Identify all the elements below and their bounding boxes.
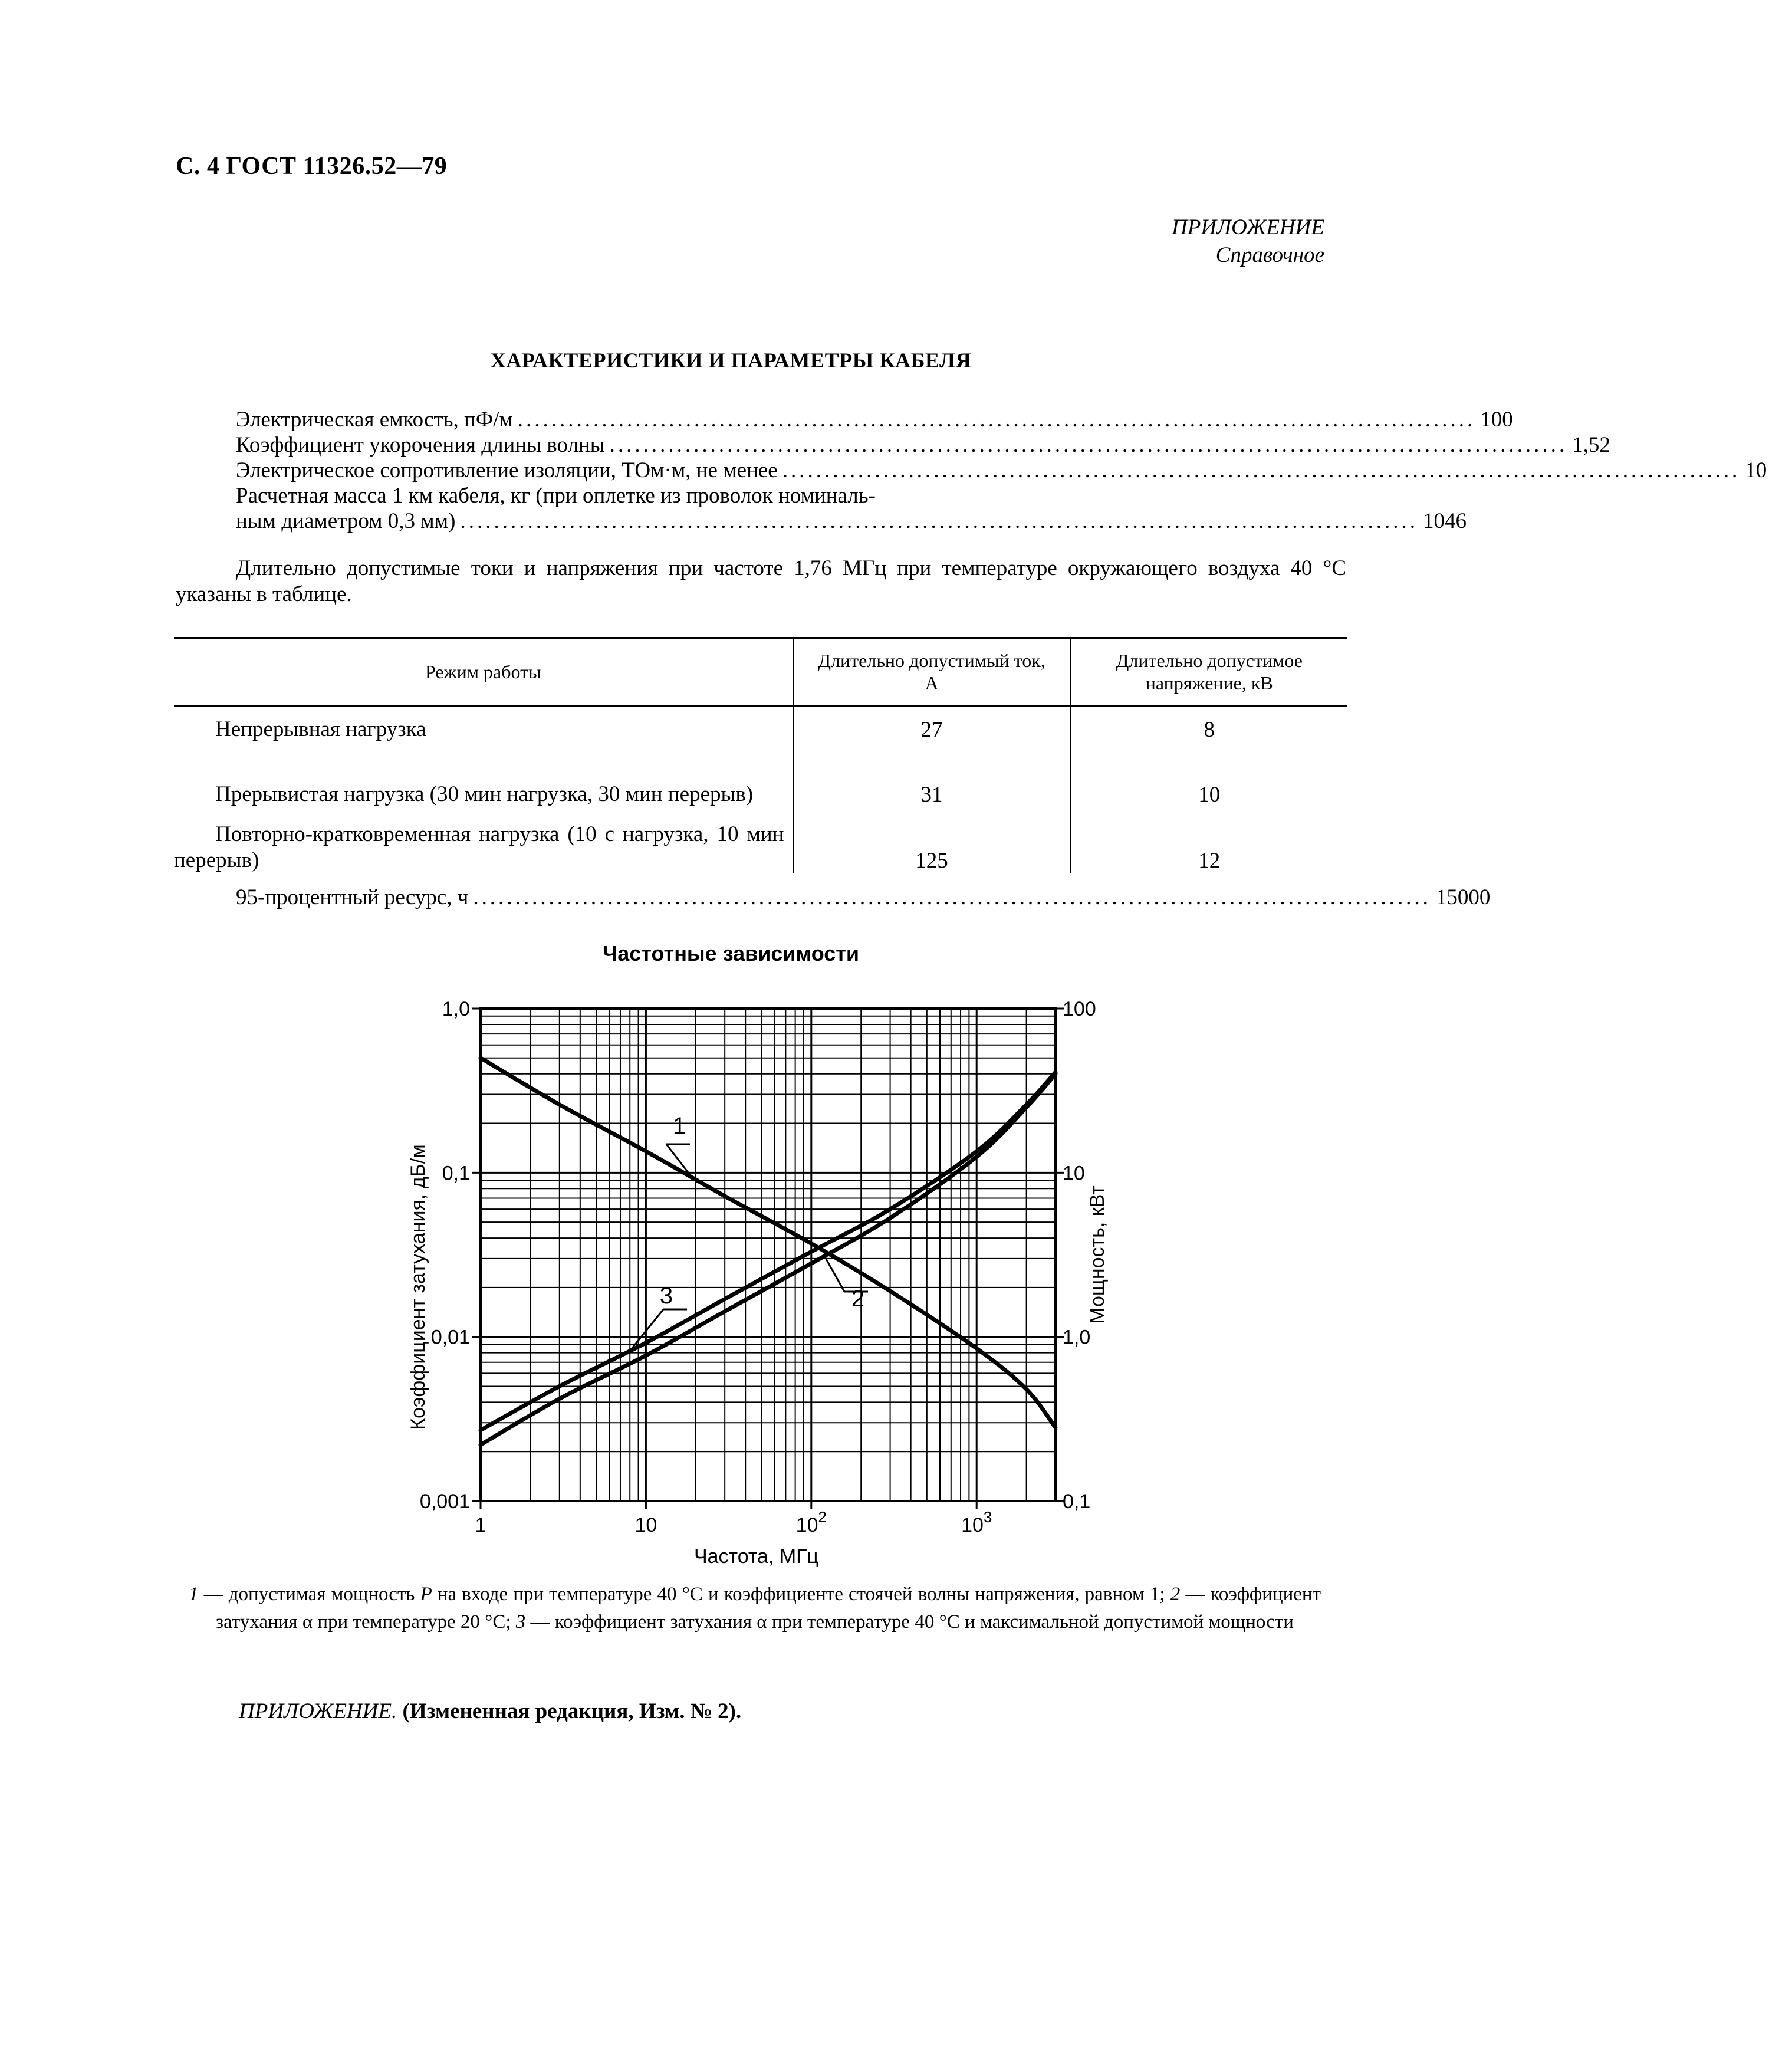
y-tick-label-right: 100	[1063, 998, 1096, 1020]
page-header: С. 4 ГОСТ 11326.52—79	[176, 153, 448, 180]
leader-dots: ..................................................................................................................	[782, 458, 1741, 482]
y-axis-label-right: Мощность, кВт	[1086, 1185, 1109, 1324]
legend-number: 3	[515, 1611, 526, 1633]
x-tick-exponent: 3	[983, 1508, 992, 1526]
leader-dots: ..................................................................................................................	[609, 433, 1568, 457]
leader-dots: ..................................................................................................................	[517, 408, 1476, 432]
column-header: Длительно допустимое напряжение, кВ	[1070, 638, 1347, 706]
y-tick-label-left: 0,01	[430, 1326, 470, 1349]
chart-legend	[189, 1581, 1321, 1636]
x-axis-label: Частота, МГц	[693, 1545, 819, 1568]
y-tick-label-left: 0,001	[419, 1490, 470, 1513]
mode-cell: Непрерывная нагрузка	[215, 717, 426, 741]
param-label: ным диаметром 0,3 мм)	[236, 509, 456, 533]
voltage-cell: 10	[1070, 743, 1347, 807]
revision-note-bold: (Измененная редакция, Изм. № 2).	[397, 1699, 742, 1723]
voltage-cell: 12	[1070, 807, 1347, 873]
column-header: Длительно допустимый ток, А	[793, 638, 1070, 706]
y-tick-label-left: 1,0	[442, 998, 470, 1020]
param-label-line: Расчетная масса 1 км кабеля, кг (при оплетке из проволок номиналь-	[236, 484, 876, 508]
legend-text: — коэффициент затухания α при температуре 20 °С;	[216, 1584, 1321, 1633]
param-value: 1046	[1422, 509, 1467, 533]
y-tick-label-left: 0,1	[442, 1162, 470, 1185]
revision-note	[239, 1699, 741, 1724]
y-axis-label-left: Коэффициент затухания, дБ/м	[407, 1144, 429, 1430]
param-label: 95-процентный ресурс, ч	[236, 885, 469, 909]
y-tick-label-right: 1,0	[1063, 1326, 1091, 1349]
legend-text: — коэффициент затухания α при температуре 40 °С и максимальной допустимой мощности	[525, 1611, 1294, 1633]
param-label: Коэффициент укорочения длины волны	[236, 433, 605, 457]
chart-title: Частотные зависимости	[602, 941, 860, 965]
x-tick-exponent: 2	[818, 1508, 827, 1526]
legend-text: — допустимая мощность	[198, 1584, 420, 1605]
voltage-cell: 8	[1070, 706, 1347, 743]
leader-dots: ..................................................................................................................	[460, 509, 1418, 533]
legend-symbol: P	[420, 1584, 432, 1605]
intro-paragraph: Длительно допустимые токи и напряжения при частоте 1,76 МГц при температуре окружающего воздуха 40 °С указаны в таблице.	[176, 556, 1346, 606]
legend-number: 2	[1170, 1584, 1181, 1605]
current-cell: 125	[793, 807, 1070, 873]
legend-number: 1	[189, 1584, 199, 1605]
current-cell: 27	[793, 706, 1070, 743]
y-tick-label-right: 0,1	[1063, 1490, 1091, 1513]
appendix-title: ПРИЛОЖЕНИЕ	[1172, 215, 1324, 239]
x-tick-label: $10^2$	[795, 1508, 827, 1536]
series-label-2: 2	[851, 1286, 865, 1312]
param-label: Электрическое сопротивление изоляции, ТОм·м, не менее	[236, 458, 778, 482]
param-value: 10	[1745, 458, 1767, 482]
series-label-3: 3	[659, 1283, 673, 1309]
revision-note-italic: ПРИЛОЖЕНИЕ.	[239, 1699, 397, 1723]
leader-dots: ..................................................................................................................	[473, 885, 1431, 909]
legend-text: на входе при температуре 40 °С и коэффициенте стоячей волны напряжения, равном 1;	[432, 1584, 1165, 1605]
x-tick-label: 10	[634, 1514, 657, 1536]
column-header: Режим работы	[174, 638, 793, 706]
x-tick-label: 1	[475, 1514, 486, 1536]
mode-cell: Повторно-кратковременная нагрузка (10 с нагрузка, 10 мин перерыв)	[174, 822, 784, 872]
param-value: 100	[1480, 408, 1513, 432]
series-label-1: 1	[672, 1113, 686, 1139]
appendix-subtitle: Справочное	[1215, 243, 1324, 268]
x-tick-label: $10^3$	[961, 1508, 992, 1536]
param-value: 1,52	[1572, 433, 1610, 457]
param-value: 15000	[1435, 885, 1491, 909]
mode-cell: Прерывистая нагрузка (30 мин нагрузка, 30 мин перерыв)	[215, 781, 754, 806]
param-label: Электрическая емкость, пФ/м	[236, 408, 513, 432]
section-title: ХАРАКТЕРИСТИКИ И ПАРАМЕТРЫ КАБЕЛЯ	[490, 349, 972, 372]
current-cell: 31	[793, 743, 1070, 807]
y-tick-label-right: 10	[1063, 1162, 1085, 1185]
